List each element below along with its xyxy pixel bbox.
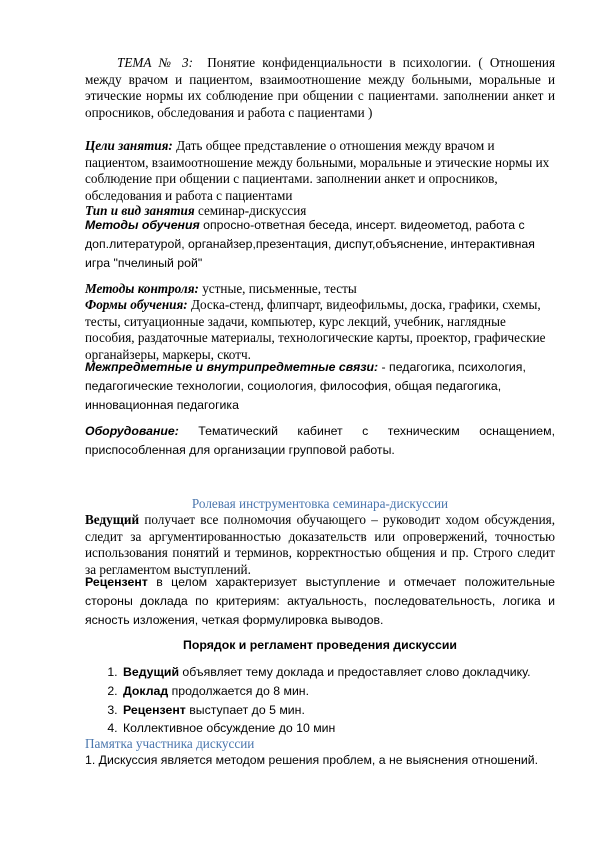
equipment-paragraph <box>85 422 555 460</box>
procedure-step-text: продолжается до 8 мин. <box>168 683 310 698</box>
memo-first-item: 1. Дискуссия является методом решения проблем, а не выяснения отношений. <box>85 753 539 767</box>
procedure-step-role: Рецензент <box>123 702 186 717</box>
control-text: устные, письменные, тесты <box>202 281 357 296</box>
procedure-step-text: выступает до 5 мин. <box>185 702 305 717</box>
memo-title: Памятка участника дискуссии <box>85 736 255 751</box>
leader-paragraph <box>85 512 555 578</box>
methods-label: Методы обучения <box>85 218 200 232</box>
leader-label: Ведущий <box>85 512 140 527</box>
links-label: Межпредметные и внутрипредметные связи: <box>85 360 379 374</box>
equipment-label: Оборудование: <box>85 424 179 438</box>
type-text: семинар-дискуссия <box>197 203 307 218</box>
theme-label: ТЕМА № 3: <box>117 55 193 70</box>
procedure-step <box>121 682 555 701</box>
procedure-list <box>85 663 555 738</box>
theme-paragraph <box>85 55 555 121</box>
type-label: Тип и вид занятия <box>85 203 195 218</box>
forms-paragraph <box>85 297 555 363</box>
methods-paragraph <box>85 216 555 272</box>
roles-title: Ролевая инструментовка семинара-дискуссии <box>191 496 449 511</box>
procedure-step <box>121 701 555 720</box>
goals-label: Цели занятия: <box>85 138 173 153</box>
control-label: Методы контроля: <box>85 281 199 296</box>
equipment-text: Тематический кабинет с техническим оснащением, приспособленная для организации групповой работы. <box>85 424 555 457</box>
reviewer-paragraph <box>85 573 555 629</box>
procedure-step-role: Ведущий <box>123 665 180 679</box>
procedure-title: Порядок и регламент проведения дискуссии <box>183 638 457 652</box>
goals-text: Дать общее представление о отношения между врачом и пациентом, взаимоотношение между больными, моральные и этические нормы их соблюдение при общении с пациентами. заполнении анкет и опросников, обследования и работа с пациентами <box>85 138 550 203</box>
procedure-step-role: Доклад <box>123 683 169 698</box>
leader-text: получает все полномочия обучающего – руководит ходом обсуждения, следит за аргументированностью доказательств или опровержений, точностью использования понятий и терминов, корректностью общения и пр. Строго следит за регламентом выступлений. <box>85 512 555 577</box>
procedure-step <box>121 663 555 682</box>
control-paragraph <box>85 281 555 298</box>
links-paragraph <box>85 358 555 414</box>
forms-label: Формы обучения: <box>85 297 188 312</box>
reviewer-text: в целом характеризует выступление и отмечает положительные стороны доклада по критериям: актуальность, последовательность, логика и ясность изложения, четкая формулировка выводов. <box>85 575 555 627</box>
procedure-step-text: Коллективное обсуждение до 10 мин <box>123 721 336 736</box>
methods-text: опросно-ответная беседа, инсерт. видеометод, работа с доп.литературой, органайзер,презентация, диспут,объяснение, интерактивная игра "пчелиный рой" <box>85 218 535 270</box>
reviewer-label: Рецензент <box>85 575 148 589</box>
procedure-step-text: объявляет тему доклада и предоставляет слово докладчику. <box>179 665 531 679</box>
procedure-steps <box>85 663 555 738</box>
links-text: - педагогика, психология, педагогические технологии, социология, философия, общая педагогика, инновационная педагогика <box>85 360 526 412</box>
theme-text: Понятие конфиденциальности в психологии. ( Отношения между врачом и пациентом, взаимоотношение между больными, моральные и этические нормы их соблюдение при общении с пациентами. заполнении анкет и опросников, обследования и работа с пациентами ) <box>85 55 556 120</box>
forms-text: Доска-стенд, флипчарт, видеофильмы, доска, графики, схемы, тесты, ситуационные задачи, компьютер, курс лекций, учебник, наглядные пособия, раздаточные материалы, технологические карты, проектор, графические органайзеры, маркеры, скотч. <box>85 297 546 362</box>
goals-paragraph <box>85 138 555 204</box>
